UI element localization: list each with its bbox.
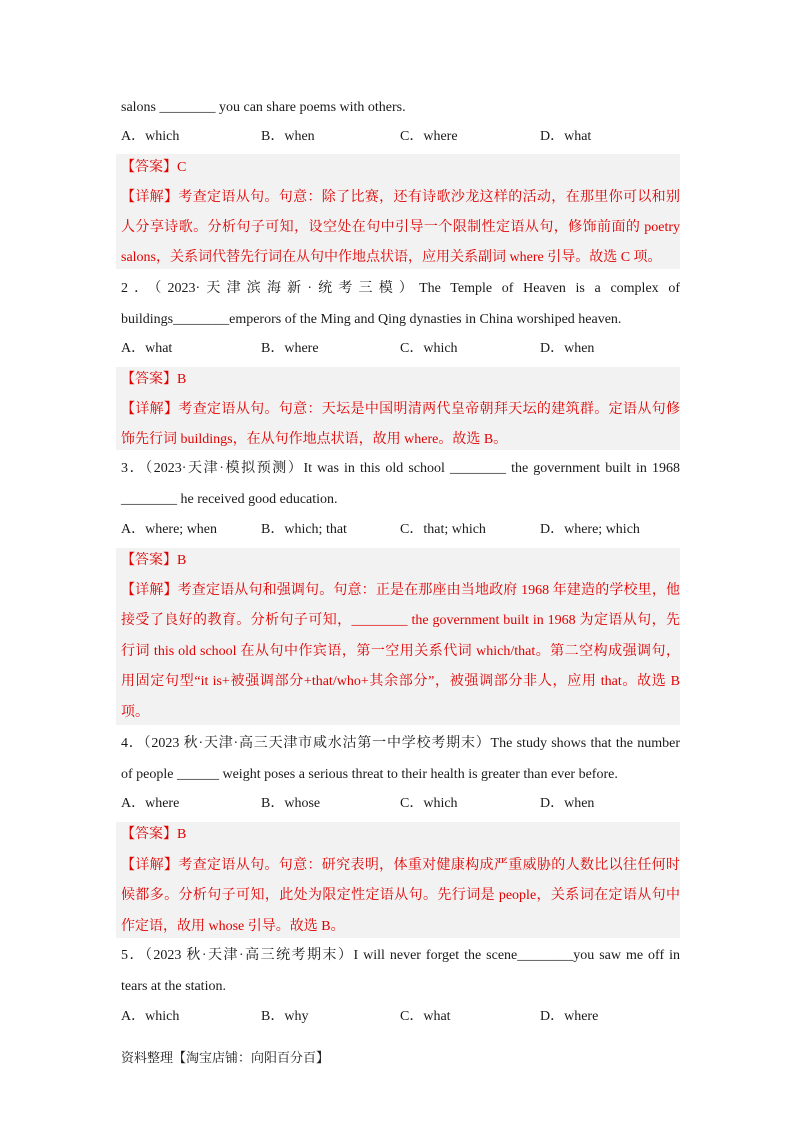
q3-answer-box (116, 548, 680, 725)
q2-option-b: B．where (261, 341, 319, 356)
q3-stem-line: ________ he received good education. (121, 492, 338, 507)
q1-option-a: A．which (121, 129, 180, 144)
q3-detail-line: 接受了良好的教育。分析句子可知，________ the government built in 1968 为定语从句，先 (121, 613, 680, 628)
q2-option-a: A．what (121, 341, 173, 356)
q4-detail-line: 候都多。分析句子可知，此处为限定性定语从句。先行词是 people，关系词在定语从句中 (121, 888, 680, 903)
q3-option-c: C．that; which (400, 522, 486, 537)
q1-option-b: B．when (261, 129, 315, 144)
q4-options (121, 794, 680, 814)
q5-option-b: B．why (261, 1009, 309, 1024)
q4-detail-line: 【详解】考查定语从句。句意：研究表明，体重对健康构成严重威胁的人数比以往任何时 (121, 858, 680, 873)
q3-detail-line: 【详解】考查定语从句和强调句。句意：正是在那座由当地政府 1968 年建造的学校里，他 (121, 583, 680, 598)
q2-options (121, 339, 680, 359)
q3-options (121, 520, 680, 540)
q3-detail-line: 项。 (121, 705, 149, 720)
q5-stem-line: 5．（2023 秋·天津·高三统考期末）I will never forget the scene________you saw me off in (121, 948, 680, 963)
q4-option-d: D．when (540, 796, 595, 811)
q1-detail-line: 人分享诗歌。分析句子可知，设空处在句中引导一个限制性定语从句，修饰前面的 poetry (121, 220, 680, 235)
q3-option-b: B．which; that (261, 522, 347, 537)
q1-option-c: C．where (400, 129, 458, 144)
q2-answer-box (116, 367, 680, 450)
q3-detail-line: 行词 this old school 在从句中作宾语，第一空用关系代词 which/that。第二空构成强调句， (121, 644, 680, 659)
q1-answer: 【答案】C (121, 160, 187, 175)
q2-option-c: C．which (400, 341, 458, 356)
q4-detail-line: 作定语，故用 whose 引导。故选 B。 (121, 919, 345, 934)
q2-detail-line: 【详解】考查定语从句。句意：天坛是中国明清两代皇帝朝拜天坛的建筑群。定语从句修 (121, 402, 680, 417)
q1-answer-box (116, 154, 680, 269)
q5-stem-line: tears at the station. (121, 979, 226, 994)
q1-stem-line: salons ________ you can share poems with others. (121, 100, 406, 115)
q1-options (121, 127, 680, 147)
q4-stem-line: 4．（2023 秋·天津·高三天津市咸水沽第一中学校考期末）The study shows that the number (121, 736, 680, 751)
q5-option-d: D．where (540, 1009, 599, 1024)
q3-detail-line: 用固定句型“it is+被强调部分+that/who+其余部分”，被强调部分非人，应用 that。故选 B (121, 674, 680, 689)
q4-answer: 【答案】B (121, 827, 187, 842)
q3-stem-line: 3．（2023·天津·模拟预测）It was in this old school ________ the government built in 1968 (121, 461, 680, 476)
q4-option-a: A．where (121, 796, 180, 811)
q2-stem-line: buildings________emperors of the Ming and Qing dynasties in China worshiped heaven. (121, 312, 622, 327)
q2-detail-line: 饰先行词 buildings，在从句作地点状语，故用 where。故选 B。 (121, 432, 508, 447)
q1-option-d: D．what (540, 129, 592, 144)
page-footer: 资料整理【淘宝店铺：向阳百分百】 (121, 1050, 330, 1065)
q4-answer-box (116, 822, 680, 938)
q5-options (121, 1007, 680, 1027)
q1-detail-line: salons，关系词代替先行词在从句中作地点状语，应用关系副词 where 引导。故选 C 项。 (121, 250, 662, 265)
q3-answer: 【答案】B (121, 553, 187, 568)
q4-option-b: B．whose (261, 796, 321, 811)
q3-option-a: A．where; when (121, 522, 218, 537)
q4-option-c: C．which (400, 796, 458, 811)
q5-option-a: A．which (121, 1009, 180, 1024)
q5-option-c: C．what (400, 1009, 451, 1024)
q1-detail-line: 【详解】考查定语从句。句意：除了比赛，还有诗歌沙龙这样的活动，在那里你可以和别 (121, 190, 680, 205)
q4-stem-line: of people ______ weight poses a serious threat to their health is greater than ever before. (121, 767, 618, 782)
q2-answer: 【答案】B (121, 372, 187, 387)
q2-option-d: D．when (540, 341, 595, 356)
q2-stem-line: 2．（2023·天津滨海新·统考三模）The Temple of Heaven is a complex of (121, 281, 680, 296)
q3-option-d: D．where; which (540, 522, 640, 537)
